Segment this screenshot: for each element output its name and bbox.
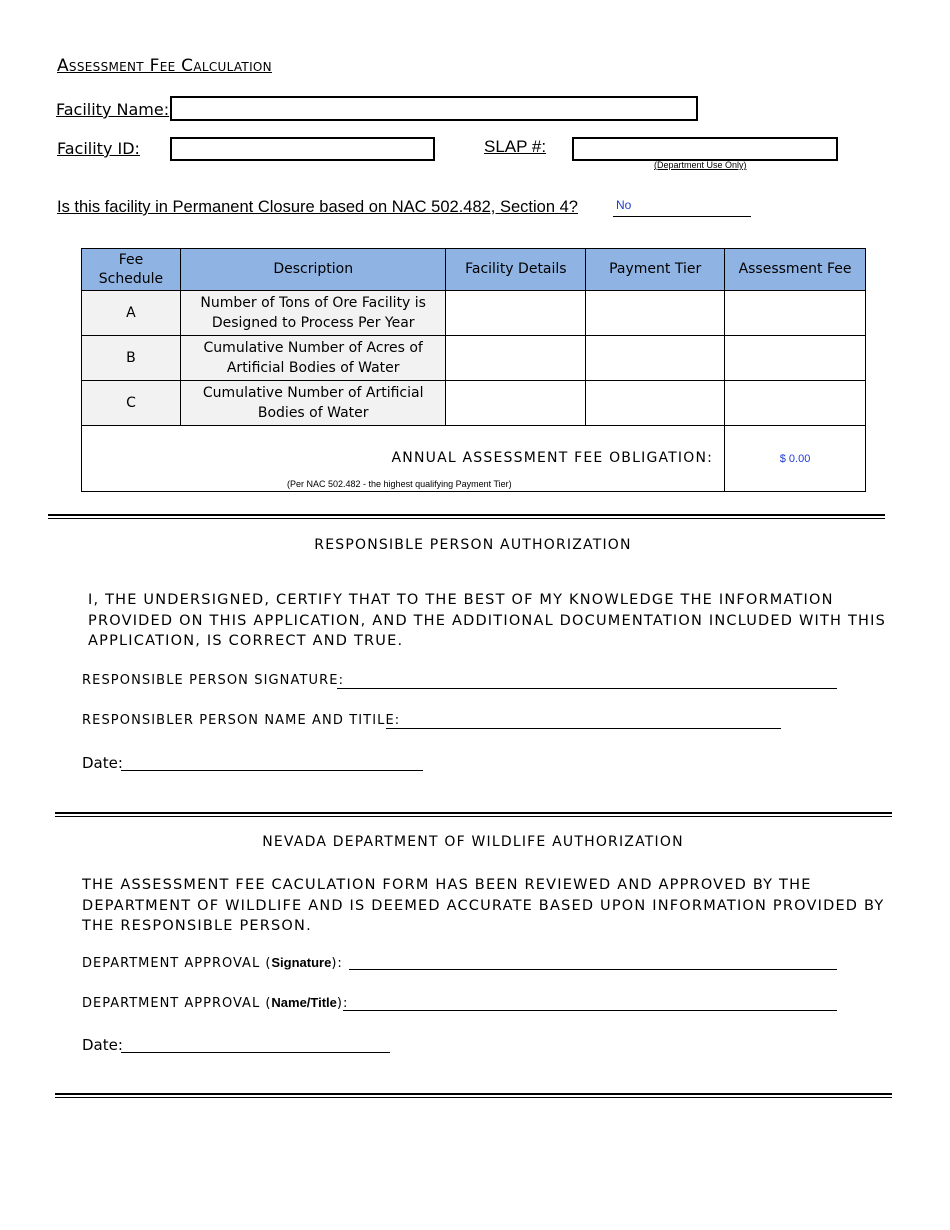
fee-table-header	[82, 249, 866, 291]
approval-name-line[interactable]	[343, 1010, 837, 1011]
row-description: Cumulative Number of Acres of Artificial Bodies of Water	[180, 336, 446, 381]
assessment-fee-cell[interactable]	[725, 381, 866, 426]
total-note: (Per NAC 502.482 - the highest qualifying Payment Tier)	[287, 479, 512, 489]
header-payment-tier: Payment Tier	[586, 249, 725, 291]
certification-text: I, THE UNDERSIGNED, CERTIFY THAT TO THE BEST OF MY KNOWLEDGE THE INFORMATION PROVIDED ON THIS APPLICATION, AND THE ADDITIONAL DOCUMENTATION INCLUDED WITH THIS APPLICATION, IS CORRECT AND TRUE.	[88, 592, 886, 649]
facility-id-label: Facility ID:	[57, 139, 140, 158]
approval-name-label	[82, 995, 348, 1011]
department-date-line[interactable]	[121, 1052, 390, 1053]
responsible-signature-line[interactable]	[337, 688, 837, 689]
responsible-heading: RESPONSIBLE PERSON AUTHORIZATION	[314, 537, 632, 553]
facility-details-cell[interactable]	[446, 291, 586, 336]
total-row	[82, 426, 866, 492]
header-facility-details: Facility Details	[446, 249, 586, 291]
facility-id-input[interactable]	[170, 137, 435, 161]
responsible-name-title-line[interactable]	[386, 728, 781, 729]
approval-signature-label	[82, 955, 343, 971]
approval-suffix: ):	[331, 956, 343, 971]
responsible-date-line[interactable]	[121, 770, 423, 771]
slap-note: (Department Use Only)	[654, 160, 747, 170]
approval-prefix: DEPARTMENT APPROVAL (	[82, 996, 272, 1011]
section-divider	[55, 812, 892, 817]
payment-tier-cell[interactable]	[586, 381, 725, 426]
approval-name-bold: Name/Title	[271, 995, 337, 1010]
facility-details-cell[interactable]	[446, 336, 586, 381]
facility-name-label: Facility Name:	[56, 100, 170, 119]
department-date-label: Date:	[82, 1036, 123, 1054]
facility-name-input[interactable]	[170, 96, 698, 121]
table-row	[82, 291, 866, 336]
responsible-date-label: Date:	[82, 754, 123, 772]
closure-question: Is this facility in Permanent Closure based on NAC 502.482, Section 4?	[57, 198, 578, 216]
page-title: Assessment Fee Calculation	[57, 56, 272, 76]
department-heading: NEVADA DEPARTMENT OF WILDLIFE AUTHORIZATION	[262, 834, 684, 850]
fee-table	[81, 248, 866, 492]
table-row	[82, 336, 866, 381]
responsible-name-title-label: RESPONSIBLER PERSON NAME AND TITILE:	[82, 713, 401, 728]
slap-label: SLAP #:	[484, 137, 547, 156]
row-schedule: A	[82, 291, 181, 336]
total-label: ANNUAL ASSESSMENT FEE OBLIGATION:	[391, 450, 714, 466]
closure-answer-field[interactable]: No	[613, 198, 751, 217]
section-divider	[48, 514, 885, 519]
total-fee-value[interactable]: $ 0.00	[725, 426, 866, 492]
approval-signature-line[interactable]	[349, 969, 837, 970]
slap-input[interactable]	[572, 137, 838, 161]
row-schedule: B	[82, 336, 181, 381]
approval-suffix: ):	[336, 996, 349, 1011]
header-description: Description	[180, 249, 446, 291]
assessment-fee-cell[interactable]	[725, 336, 866, 381]
row-description: Number of Tons of Ore Facility is Designed to Process Per Year	[180, 291, 446, 336]
row-description: Cumulative Number of Artificial Bodies of Water	[180, 381, 446, 426]
approval-signature-bold: Signature	[271, 955, 332, 970]
header-assessment-fee: Assessment Fee	[725, 249, 866, 291]
total-label-cell	[82, 426, 725, 492]
payment-tier-cell[interactable]	[586, 291, 725, 336]
department-statement: THE ASSESSMENT FEE CACULATION FORM HAS BEEN REVIEWED AND APPROVED BY THE DEPARTMENT OF WILDLIFE AND IS DEEMED ACCURATE BASED UPON INFORMATION PROVIDED BY THE RESPONSIBLE PERSON.	[82, 877, 885, 934]
section-divider	[55, 1093, 892, 1098]
facility-details-cell[interactable]	[446, 381, 586, 426]
responsible-signature-label: RESPONSIBLE PERSON SIGNATURE:	[82, 673, 345, 688]
table-row	[82, 381, 866, 426]
payment-tier-cell[interactable]	[586, 336, 725, 381]
approval-prefix: DEPARTMENT APPROVAL (	[82, 956, 272, 971]
assessment-fee-cell[interactable]	[725, 291, 866, 336]
header-fee-schedule: Fee Schedule	[82, 249, 181, 291]
row-schedule: C	[82, 381, 181, 426]
